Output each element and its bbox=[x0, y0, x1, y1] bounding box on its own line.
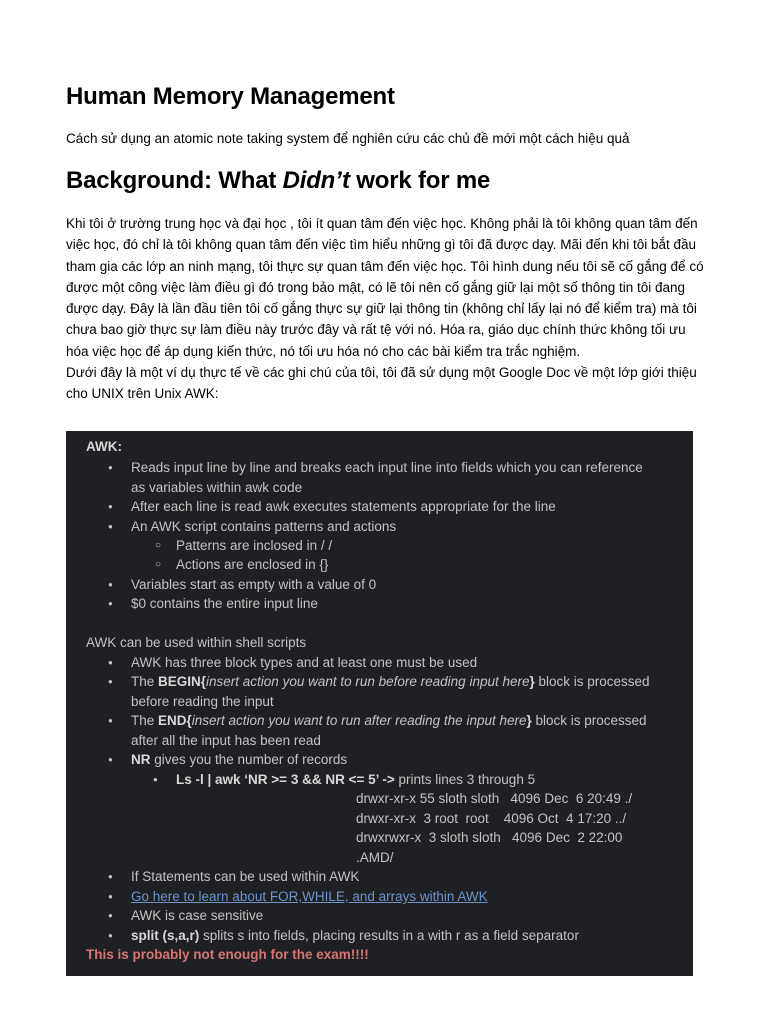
page-title: Human Memory Management bbox=[66, 83, 395, 110]
list-item-link bbox=[131, 887, 488, 907]
list-item-end: ● The END{insert action you want to run after reading the input here} block is processed bbox=[131, 711, 647, 731]
list-item-split: ● split (s,a,r) splits s into fields, placing results in a with r as a field separator bbox=[131, 926, 579, 946]
list-item-nr: ● NR gives you the number of records bbox=[131, 750, 347, 770]
list-item-begin: ● The BEGIN{insert action you want to run before reading input here} block is processed bbox=[131, 672, 650, 692]
sub-list-item-command: ● Ls -l | awk ‘NR >= 3 && NR <= 5’ -> prints lines 3 through 5 bbox=[176, 770, 535, 790]
list-item-continued: as variables within awk code bbox=[131, 480, 303, 495]
heading-pre: Background: What bbox=[66, 167, 283, 194]
awk-loops-link[interactable]: Go here to learn about FOR,WHILE, and arrays within AWK bbox=[131, 889, 488, 904]
paragraph-background: Khi tôi ở trường trung học và đại học , tôi ít quan tâm đến việc học. Không phải là tôi không quan tâm đến việc học, đó chỉ là tôi không quan tâm đến việc tìm hiểu những gì tôi đã được dạy. Mãi đến khi tôi bắt đầu tham gia các lớp an ninh mạng, tôi thực sự quan tâm đến việc học. Tôi hình dung nếu tôi sẽ cố gắng để có được một công việc làm điều gì đó trong bảo mật, có lẽ tôi nên cố gắng giữ lại một số thông tin tôi đang được dạy. Đây là lần đầu tiên tôi cố gắng thực sự giữ lại thông tin (không chỉ lấy lại nó để kiểm tra) mà tôi chưa bao giờ thực sự làm điều này trước đây và rất tệ với nó. Hóa ra, giáo dục chính thức không tối ưu hóa việc học để áp dụng kiến thức, nó tối ưu hóa nó cho các bài kiểm tra trắc nghiệm. bbox=[66, 216, 704, 359]
list-item: ● An AWK script contains patterns and actions bbox=[131, 517, 396, 537]
notes-screenshot bbox=[66, 431, 693, 976]
heading-post: work for me bbox=[349, 167, 491, 194]
list-item: ● Reads input line by line and breaks each input line into fields which you can reference bbox=[131, 458, 643, 478]
sub-list-item: ○ Actions are enclosed in {} bbox=[176, 555, 328, 575]
list-item: ● Variables start as empty with a value of 0 bbox=[131, 575, 376, 595]
shell-intro: AWK can be used within shell scripts bbox=[86, 635, 307, 650]
list-item: ● After each line is read awk executes statements appropriate for the line bbox=[131, 497, 556, 517]
list-item-continued: before reading the input bbox=[131, 694, 274, 709]
heading-emphasis: Didn’t bbox=[282, 167, 350, 194]
paragraph-example-intro: Dưới đây là một ví dụ thực tế về các ghi chú của tôi, tôi đã sử dụng một Google Doc về một lớp giới thiệu cho UNIX trên Unix AWK: bbox=[66, 365, 697, 402]
list-item: ● $0 contains the entire input line bbox=[131, 594, 318, 614]
list-item: ● AWK has three block types and at least one must be used bbox=[131, 653, 477, 673]
command-output-line: drwxr-xr-x 55 sloth sloth 4096 Dec 6 20:49 ./ bbox=[356, 791, 633, 806]
exam-warning: This is probably not enough for the exam!!!! bbox=[86, 947, 369, 962]
sub-list-item: ○ Patterns are inclosed in / / bbox=[176, 536, 332, 556]
awk-title: AWK: bbox=[86, 439, 122, 454]
section-heading bbox=[66, 167, 490, 195]
command-output-line: .AMD/ bbox=[356, 850, 394, 865]
command-output-line: drwxr-xr-x 3 root root 4096 Oct 4 17:20 ../ bbox=[356, 811, 627, 826]
command-output-line: drwxrwxr-x 3 sloth sloth 4096 Dec 2 22:00 bbox=[356, 830, 623, 845]
list-item: ● If Statements can be used within AWK bbox=[131, 867, 359, 887]
page-subtitle: Cách sử dụng an atomic note taking system để nghiên cứu các chủ đề mới một cách hiệu quả bbox=[66, 131, 630, 146]
list-item-continued: after all the input has been read bbox=[131, 733, 321, 748]
list-item: ● AWK is case sensitive bbox=[131, 906, 263, 926]
body-text bbox=[66, 213, 706, 405]
